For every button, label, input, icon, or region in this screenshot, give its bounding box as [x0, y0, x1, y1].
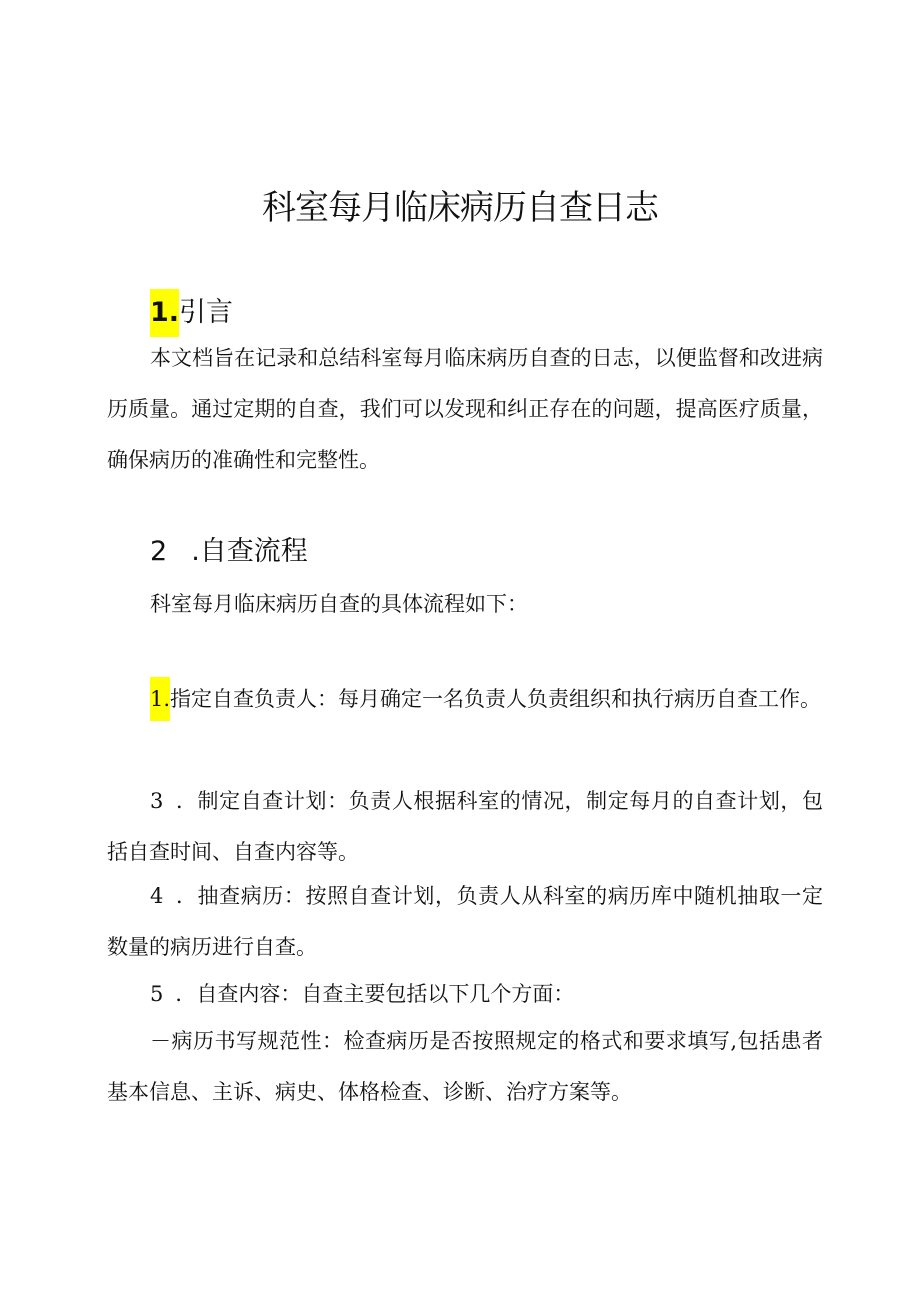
section-2-title: .自查流程 — [191, 536, 308, 567]
step-1-number: 1. — [150, 677, 170, 721]
section-2-number: 2 — [150, 536, 168, 567]
section-2-heading — [150, 532, 308, 572]
step-4-text: ．抽查病历：按照自查计划，负责人从科室的病历库中随机抽取一定数量的病历进行自查。 — [107, 884, 823, 959]
section-1-heading — [150, 289, 233, 337]
document-title: 科室每月临床病历自查日志 — [262, 188, 658, 228]
step-3-number: 3 — [150, 789, 164, 813]
step-5-text: ．自查内容：自查主要包括以下几个方面： — [175, 982, 575, 1006]
section-2-intro: 科室每月临床病历自查的具体流程如下： — [150, 592, 528, 616]
list-item — [150, 974, 574, 1014]
section-1-number: 1. — [150, 289, 179, 337]
sub-item: －病历书写规范性：检查病历是否按照规定的格式和要求填写,包括患者基本信息、主诉、病史、体格检查、诊断、治疗方案等。 — [107, 1029, 823, 1104]
list-item — [107, 776, 823, 878]
list-item — [107, 871, 823, 973]
section-1-title: 引言 — [179, 297, 234, 328]
step-3-text: ．制定自查计划：负责人根据科室的情况，制定每月的自查计划，包括自查时间、自查内容等。 — [107, 789, 823, 864]
step-4-number: 4 — [150, 884, 164, 908]
step-1-text: 指定自查负责人：每月确定一名负责人负责组织和执行病历自查工作。 — [170, 687, 822, 711]
list-item — [107, 674, 823, 725]
section-1-body: 本文档旨在记录和总结科室每月临床病历自查的日志，以便监督和改进病历质量。通过定期的自查，我们可以发现和纠正存在的问题，提高医疗质量，确保病历的准确性和完整性。 — [107, 346, 823, 472]
step-5-number: 5 — [150, 982, 164, 1006]
